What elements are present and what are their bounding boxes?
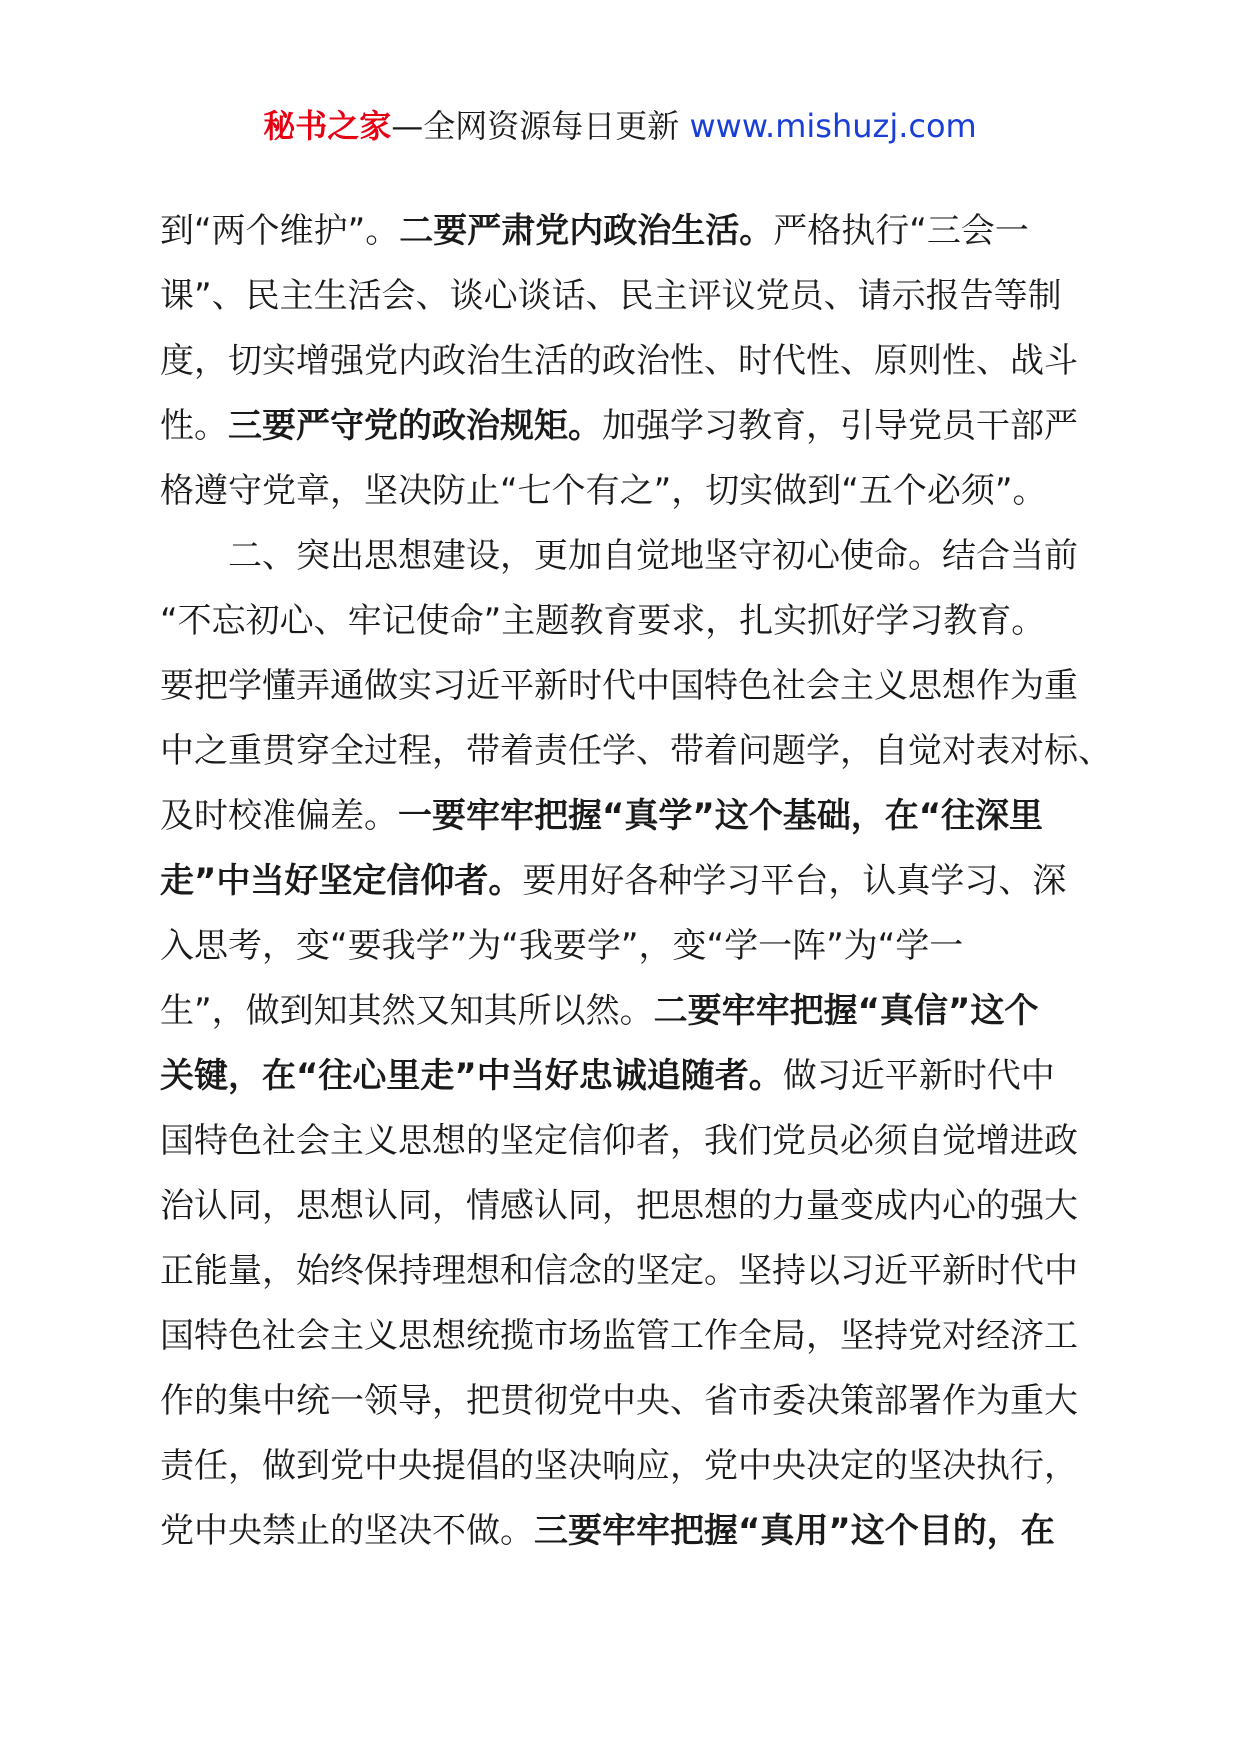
text-line bbox=[160, 1499, 1090, 1564]
page-header bbox=[0, 98, 1240, 154]
text-segment: 正能量，始终保持理想和信念的坚定。坚持以习近平新时代中 bbox=[160, 1251, 1078, 1291]
text-segment: 入思考，变“要我学”为“我要学”，变“学一阵”为“学一 bbox=[160, 926, 964, 966]
text-line bbox=[160, 979, 1090, 1044]
text-segment: 及时校准偏差。 bbox=[160, 796, 398, 836]
document-body bbox=[160, 199, 1112, 1564]
text-line bbox=[160, 784, 1090, 849]
text-segment: 性。 bbox=[160, 406, 228, 446]
text-segment: 到“两个维护”。 bbox=[160, 211, 400, 251]
text-segment: 责任，做到党中央提倡的坚决响应，党中央决定的坚决执行， bbox=[160, 1446, 1078, 1486]
bold-text-segment: 一要牢牢把握“真学”这个基础，在“往深里 bbox=[398, 796, 1044, 836]
bold-text-segment: 二要严肃党内政治生活。 bbox=[399, 211, 774, 251]
text-line bbox=[160, 329, 1090, 394]
text-line bbox=[160, 264, 1090, 329]
bold-text-segment: 三要严守党的政治规矩。 bbox=[228, 406, 602, 446]
text-line bbox=[160, 1304, 1090, 1369]
bold-text-segment: 二要牢牢把握“真信”这个 bbox=[653, 991, 1039, 1031]
text-segment: 格遵守党章，坚决防止“七个有之”，切实做到“五个必须”。 bbox=[160, 471, 1047, 511]
bold-text-segment: 关键，在“往心里走”中当好忠诚追随者。 bbox=[160, 1056, 783, 1096]
text-line bbox=[160, 459, 1090, 524]
text-segment: 做习近平新时代中 bbox=[782, 1056, 1055, 1096]
header-tagline: —全网资源每日更新 bbox=[391, 107, 690, 145]
text-line bbox=[160, 1044, 1090, 1109]
text-segment: 治认同，思想认同，情感认同，把思想的力量变成内心的强大 bbox=[160, 1186, 1078, 1226]
text-segment: 生”，做到知其然又知其所以然。 bbox=[160, 991, 654, 1031]
text-segment: 中之重贯穿全过程，带着责任学、带着问题学，自觉对表对标、 bbox=[160, 731, 1112, 771]
text-segment: 二、突出思想建设，更加自觉地坚守初心使命。结合当前 bbox=[228, 536, 1078, 576]
text-segment: 加强学习教育，引导党员干部严 bbox=[602, 406, 1078, 446]
text-line bbox=[160, 394, 1090, 459]
brand-name: 秘书之家 bbox=[263, 107, 392, 145]
text-segment: 要把学懂弄通做实习近平新时代中国特色社会主义思想作为重 bbox=[160, 666, 1078, 706]
text-segment: 度，切实增强党内政治生活的政治性、时代性、原则性、战斗 bbox=[160, 341, 1078, 381]
text-line bbox=[160, 1174, 1090, 1239]
text-line bbox=[160, 719, 1112, 784]
bold-text-segment: 走”中当好坚定信仰者。 bbox=[160, 861, 523, 901]
text-segment: 严格执行“三会一 bbox=[773, 211, 1029, 251]
text-segment: 国特色社会主义思想的坚定信仰者，我们党员必须自觉增进政 bbox=[160, 1121, 1078, 1161]
text-line bbox=[160, 589, 1090, 654]
text-segment: 要用好各种学习平台，认真学习、深 bbox=[522, 861, 1067, 901]
text-segment: 作的集中统一领导，把贯彻党中央、省市委决策部署作为重大 bbox=[160, 1381, 1078, 1421]
text-line bbox=[160, 1109, 1090, 1174]
text-line bbox=[160, 199, 1090, 264]
text-line bbox=[160, 914, 1090, 979]
text-line bbox=[160, 1434, 1090, 1499]
text-line bbox=[160, 1369, 1090, 1434]
text-segment: 课”、民主生活会、谈心谈话、民主评议党员、请示报告等制 bbox=[160, 276, 1062, 316]
site-url-link[interactable]: www.mishuzj.com bbox=[689, 107, 977, 145]
text-segment: 国特色社会主义思想统揽市场监管工作全局，坚持党对经济工 bbox=[160, 1316, 1078, 1356]
text-segment: “不忘初心、牢记使命”主题教育要求，扎实抓好学习教育。 bbox=[160, 601, 1046, 641]
bold-text-segment: 三要牢牢把握“真用”这个目的，在 bbox=[534, 1511, 1055, 1551]
text-line bbox=[160, 849, 1090, 914]
text-segment: 党中央禁止的坚决不做。 bbox=[160, 1511, 534, 1551]
text-line bbox=[160, 1239, 1090, 1304]
text-line bbox=[160, 654, 1090, 719]
text-line bbox=[160, 524, 1090, 589]
